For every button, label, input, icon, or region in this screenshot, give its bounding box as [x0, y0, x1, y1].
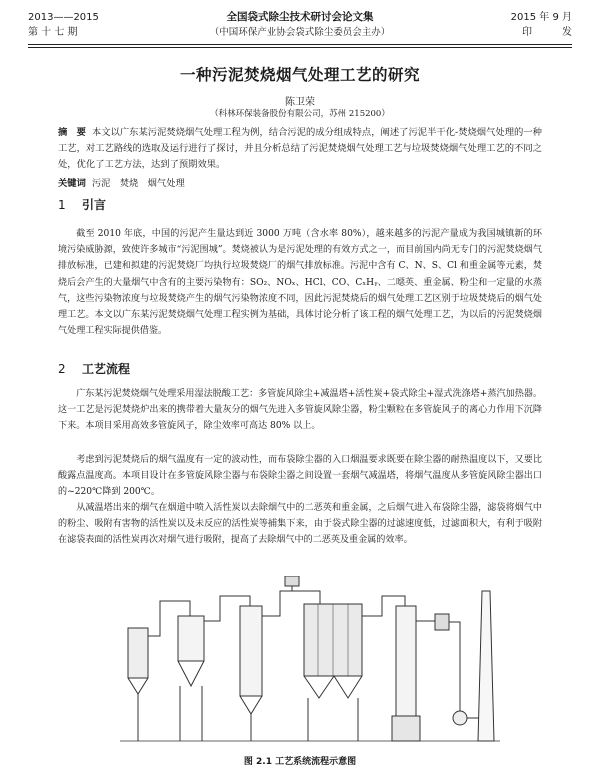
bag-filter-hoppers	[304, 676, 362, 698]
paper-title: 一种污泥焚烧烟气处理工艺的研究	[179, 66, 420, 84]
paragraph: 广东某污泥焚烧烟气处理采用湿法脱酸工艺：多管旋风除尘+减温塔+活性炭+袋式除尘+湿式洗涤塔+蒸汽加热器。这一工艺是污泥焚烧炉出来的携带着大量灰分的烟气先进入多管旋风除尘器，粉尘颗粒在多管旋风子的离心力作用下沉降下来。本项目采用高效多管旋风子，除尘效率可高达 80% 以上。	[58, 389, 542, 432]
abstract-text: 本文以广东某污泥焚烧烟气处理工程为例，结合污泥的成分组成特点，阐述了污泥半干化-焚烧烟气处理的一种工艺，对工艺路线的选取及运行进行了探讨，并且分析总结了污泥焚烧烟气处理工艺与垃圾焚烧烟气处理工艺的不同之处，优化了工艺方法，达到了预期效果。	[58, 127, 542, 170]
cooling-tower-hopper	[240, 696, 262, 714]
header-right	[511, 10, 572, 40]
author: 陈卫荣	[285, 97, 315, 108]
cyclone-hopper	[178, 661, 204, 686]
header-rule-thin	[28, 47, 572, 48]
running-header	[28, 10, 572, 44]
figure-caption: 图 2.1 工艺系统流程示意图	[243, 757, 357, 767]
cooling-tower	[240, 606, 262, 696]
publish-date: 2015 年 9 月	[510, 12, 572, 23]
collection-title: 全国袋式除尘技术研讨会论文集	[226, 11, 374, 23]
keywords-label: 关键词	[58, 178, 86, 189]
chimney-stack	[478, 591, 494, 741]
section-heading-2	[58, 360, 130, 377]
print-label: 印 发	[522, 27, 572, 38]
section-number: 1	[58, 198, 66, 212]
section-title: 工艺流程	[82, 362, 131, 376]
header-left	[28, 10, 99, 40]
issue-number: 第 十 七 期	[28, 27, 78, 38]
process-flow-diagram	[120, 576, 500, 746]
section-title: 引言	[82, 198, 107, 212]
induced-draft-fan	[453, 711, 467, 725]
paragraph: 截至 2010 年底，中国的污泥产生量达到近 3000 万吨（含水率 80%），越来越多的污泥产量成为我国城镇新的环境污染威胁源，致使许多城市“污泥围城”。焚烧被认为是污泥处理的有效方式之一，而目前国内尚无专门的污泥焚烧烟气排放标准，已建和拟建的污泥焚烧厂均执行垃圾焚烧厂的烟气排放标准。污泥中含有 C、N、S、Cl 和重金属等元素，焚烧后会产生的大量烟气中含有的主要污染物有：SO₂、NOₓ、HCl、CO、CₓHᵧ、二噁英、重金属、粉尘和一定量的水蒸气，这些污染物浓度与垃圾焚烧产生的烟气污染物浓度不同，因此污泥焚烧后的烟气处理工艺区别于垃圾焚烧后的烟气处理工艺。本文以广东某污泥焚烧烟气处理工程实例为基础，具体讨论分析了该工程的烟气处理工艺，为以后的污泥焚烧烟气处理工程实际提供借鉴。	[58, 229, 542, 337]
incinerator-hopper	[128, 678, 148, 694]
organizer: （中国环保产业协会袋式除尘委员会主办）	[209, 27, 391, 38]
carbon-injector	[285, 576, 299, 586]
incinerator	[128, 628, 148, 678]
paragraph: 考虑到污泥焚烧后的烟气温度有一定的波动性，而布袋除尘器的入口烟温要求既要在除尘器的耐热温度以下，又要比酸露点温度高。本项目设计在多管旋风除尘器与布袋除尘器之间设置一套烟气减温塔，将烟气温度从多管旋风除尘器出口的~220℃降到 200℃。	[58, 455, 542, 498]
abstract-label: 摘 要	[58, 127, 86, 138]
keywords	[58, 175, 542, 189]
scrubber-tank	[392, 716, 420, 741]
affiliation: （科林环保装备股份有限公司，苏州 215200）	[210, 109, 390, 119]
duct	[449, 622, 460, 711]
paragraph: 从减温塔出来的烟气在烟道中喷入活性炭以去除烟气中的二恶英和重金属，之后烟气进入布袋除尘器，滤袋将烟气中的粉尘、吸附有害物的活性炭以及未反应的活性炭等捕集下来，由于袋式除尘器的过滤速度低，过滤面积大，有利于吸附在滤袋表面的活性炭再次对烟气进行吸附，提高了去除烟气中的二恶英及重金属的效率。	[58, 503, 542, 546]
steam-heater	[435, 614, 449, 630]
abstract	[58, 125, 542, 173]
header-rule	[28, 44, 572, 45]
header-center	[178, 10, 422, 40]
wet-scrubber	[396, 606, 416, 716]
section-heading-1	[58, 196, 106, 213]
keywords-text: 污泥 焚烧 烟气处理	[91, 178, 185, 189]
section-number: 2	[58, 362, 66, 376]
year-range: 2013——2015	[28, 12, 99, 23]
multi-cyclone	[178, 616, 204, 661]
